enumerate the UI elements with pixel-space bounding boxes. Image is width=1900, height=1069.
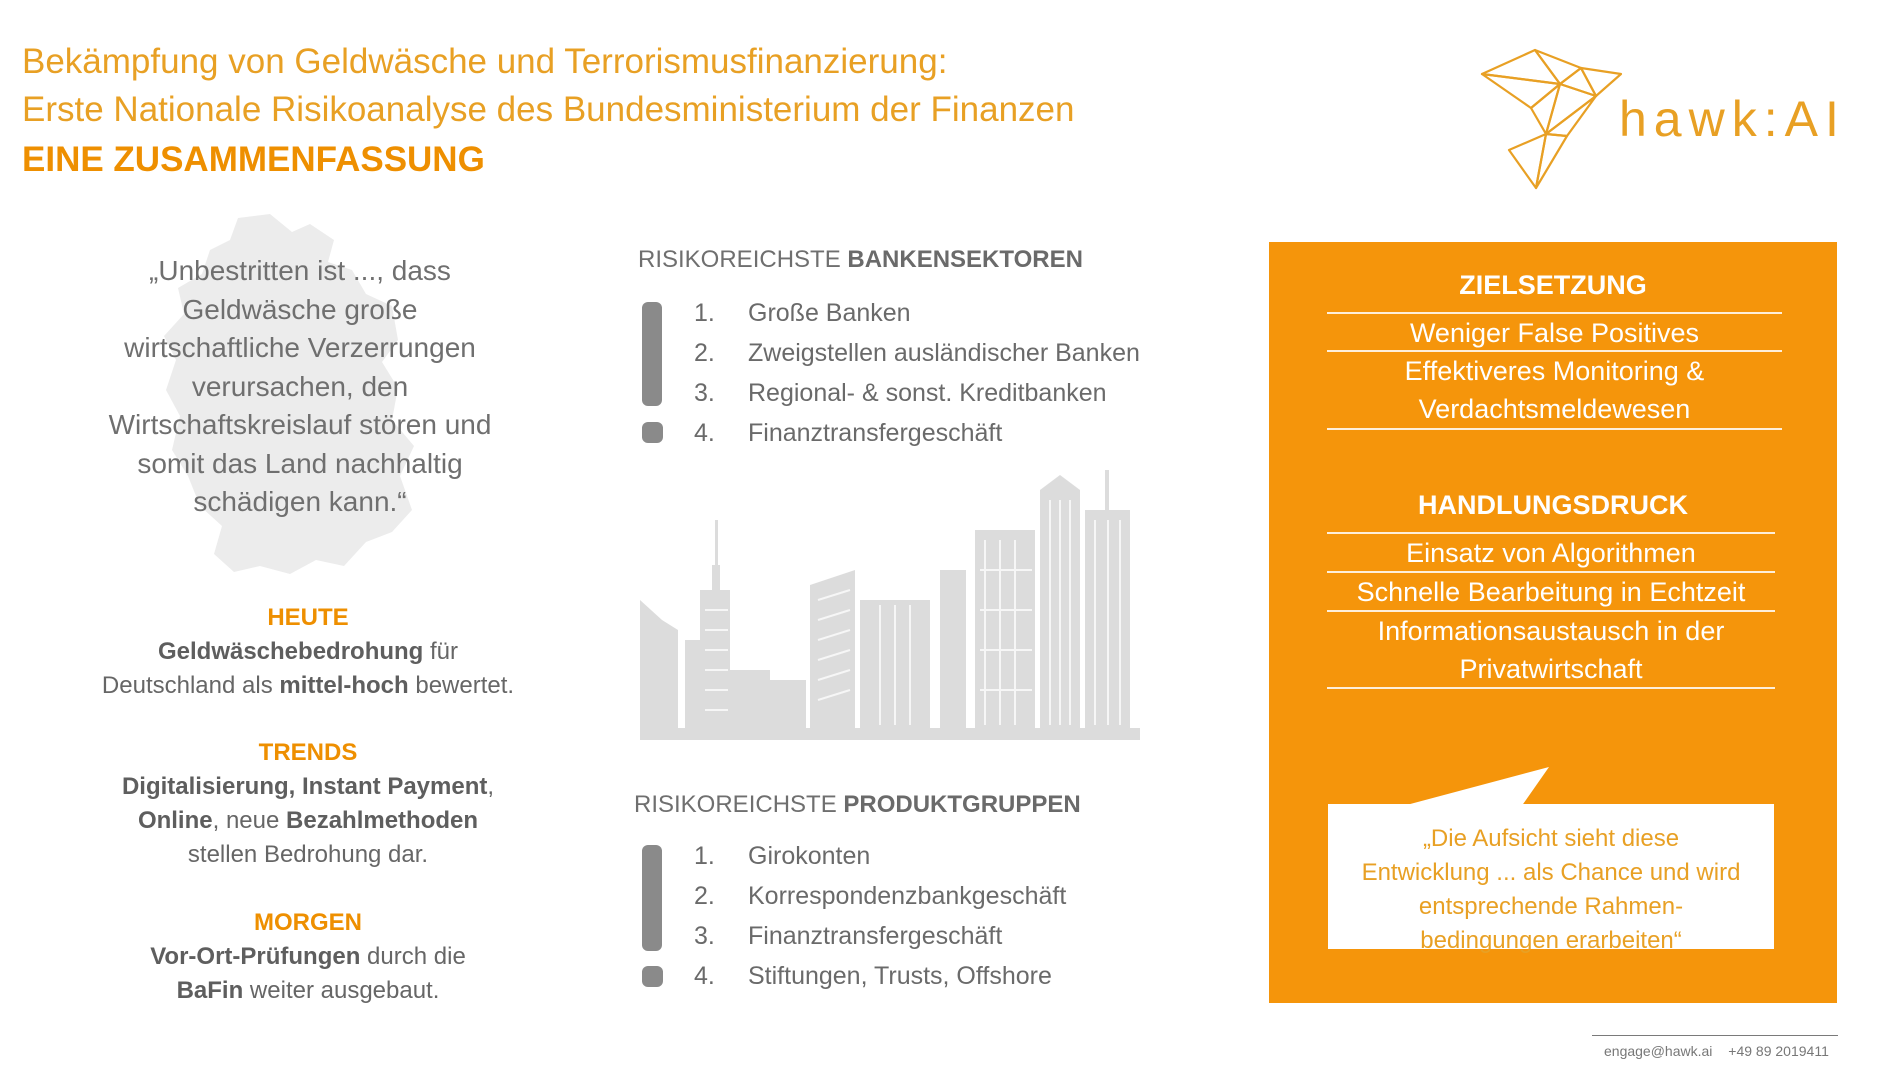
- banks-list-title: [638, 246, 1083, 274]
- goals-panel: [1269, 242, 1837, 1003]
- exclamation-dot-icon: [642, 422, 663, 443]
- heute-heading: HEUTE: [267, 604, 349, 631]
- logo-text: hawk:AI: [1619, 91, 1846, 147]
- footer-phone: +49 89 2019411: [1728, 1043, 1829, 1059]
- callout-line: „Die Aufsicht sieht diese: [1422, 825, 1680, 852]
- zielsetzung-row-2a: Effektiveres Monitoring &: [1404, 356, 1705, 386]
- divider: [1327, 428, 1782, 430]
- item-number: 1.: [694, 842, 715, 870]
- hawk-bird-icon: [1478, 44, 1628, 194]
- trends-line-2: [78, 804, 538, 838]
- morgen-section: [78, 906, 538, 1008]
- heute-text-2: Deutschland als: [101, 672, 280, 699]
- trends-line-3: stellen Bedrohung dar.: [187, 841, 429, 868]
- heute-line-1: [78, 635, 538, 669]
- trends-section: [78, 736, 538, 872]
- zielsetzung-heading: ZIELSETZUNG: [1459, 270, 1647, 300]
- heute-bold-2: mittel-hoch: [279, 672, 409, 699]
- item-label: Zweigstellen ausländischer Banken: [748, 339, 1140, 367]
- morgen-bold-2: BaFin: [176, 977, 244, 1004]
- morgen-line-2: [78, 974, 538, 1008]
- item-label: Große Banken: [748, 299, 911, 327]
- footer-email[interactable]: engage@hawk.ai: [1604, 1043, 1713, 1059]
- exclamation-bar-icon: [642, 302, 662, 406]
- callout-line: entsprechende Rahmen-: [1418, 893, 1684, 920]
- title-line-2: Erste Nationale Risikoanalyse des Bundesministerium der Finanzen: [22, 90, 1075, 129]
- item-number: 2.: [694, 882, 715, 910]
- quote-line: wirtschaftliche Verzerrungen: [124, 332, 476, 363]
- title-line-3: EINE ZUSAMMENFASSUNG: [22, 140, 485, 179]
- item-number: 2.: [694, 339, 715, 367]
- list-item: [694, 293, 1140, 333]
- list-item: [694, 333, 1140, 373]
- callout-line: bedingungen erarbeiten“: [1420, 927, 1682, 954]
- morgen-heading: MORGEN: [254, 909, 362, 936]
- banks-list: [694, 293, 1140, 453]
- item-label: Girokonten: [748, 842, 871, 870]
- exclamation-dot-icon: [642, 966, 663, 987]
- title-line-1: Bekämpfung von Geldwäsche und Terrorismusfinanzierung:: [22, 42, 948, 81]
- quote-line: „Unbestritten ist ..., dass: [149, 255, 451, 286]
- quote-line: verursachen, den: [191, 370, 409, 402]
- list-item: [694, 373, 1140, 413]
- item-number: 4.: [694, 419, 715, 447]
- item-label: Korrespondenzbankgeschäft: [748, 882, 1067, 910]
- exclamation-bar-icon: [642, 845, 662, 951]
- banks-title-bold: BANKENSEKTOREN: [847, 246, 1083, 273]
- morgen-bold-1: Vor-Ort-Prüfungen: [150, 943, 361, 970]
- supervisor-quote: [1328, 822, 1774, 958]
- list-item: [694, 413, 1140, 453]
- list-item: [694, 916, 1066, 956]
- item-number: 3.: [694, 379, 715, 407]
- supervisor-quote-bubble: [1328, 804, 1774, 954]
- heute-text-3: bewertet.: [408, 672, 515, 699]
- list-item: [694, 956, 1066, 996]
- list-item: [694, 876, 1066, 916]
- item-number: 3.: [694, 922, 715, 950]
- zielsetzung-row-2b: Verdachtsmeldewesen: [1418, 394, 1691, 424]
- item-number: 1.: [694, 299, 715, 327]
- trends-line-1: [78, 770, 538, 804]
- heute-section: [78, 601, 538, 703]
- heute-bold-1: Geldwäschebedrohung: [157, 638, 424, 665]
- trends-sep-2: ,: [487, 773, 495, 800]
- quote-line: schädigen kann.“: [193, 486, 407, 517]
- products-list: [694, 836, 1066, 996]
- speech-bubble-tail: [1399, 767, 1549, 807]
- item-number: 4.: [694, 962, 715, 990]
- trends-sep-1: ,: [288, 773, 302, 800]
- handlungsdruck-heading: HANDLUNGSDRUCK: [1418, 490, 1688, 520]
- callout-line: Entwicklung ... als Chance und wird: [1361, 859, 1741, 886]
- products-title-bold: PRODUKTGRUPPEN: [843, 791, 1081, 818]
- handlungsdruck-row-3b: Privatwirtschaft: [1459, 654, 1643, 684]
- trends-bold-1: Digitalisierung: [121, 773, 289, 800]
- trends-bold-4: Bezahlmethoden: [286, 807, 479, 834]
- quote-line: Wirtschaftskreislauf stören und: [108, 409, 492, 440]
- banks-title-prefix: RISIKOREICHSTE: [638, 246, 848, 273]
- hawk-ai-logo: [1478, 44, 1848, 194]
- footer-divider: [1592, 1035, 1838, 1036]
- item-label: Stiftungen, Trusts, Offshore: [748, 962, 1052, 990]
- morgen-text-2: weiter ausgebaut.: [243, 977, 440, 1004]
- item-label: Regional- & sonst. Kreditbanken: [748, 379, 1107, 407]
- trends-heading: TRENDS: [258, 739, 358, 766]
- divider: [1327, 687, 1775, 689]
- morgen-line-1: [78, 940, 538, 974]
- list-item: [694, 836, 1066, 876]
- footer-contact: [1604, 1043, 1841, 1059]
- handlungsdruck-row-2: Schnelle Bearbeitung in Echtzeit: [1356, 577, 1746, 607]
- heute-text-1: für: [423, 638, 459, 665]
- handlungsdruck-row-1: Einsatz von Algorithmen: [1406, 538, 1696, 568]
- trends-bold-2: Instant Payment: [301, 773, 488, 800]
- quote-line: somit das Land nachhaltig: [137, 447, 463, 479]
- handlungsdruck-row-3a: Informationsaustausch in der: [1377, 616, 1725, 646]
- products-title-prefix: RISIKOREICHSTE: [634, 791, 844, 818]
- heute-line-2: [78, 669, 538, 703]
- products-list-title: [634, 791, 1081, 819]
- morgen-text-1: durch die: [360, 943, 466, 970]
- quote-line: Geldwäsche große: [182, 293, 418, 325]
- government-quote: [80, 252, 520, 522]
- trends-bold-3: Online: [137, 807, 213, 834]
- city-skyline-illustration: [640, 470, 1140, 740]
- item-label: Finanztransfergeschäft: [748, 922, 1003, 950]
- header: [22, 38, 1074, 186]
- zielsetzung-row-1: Weniger False Positives: [1409, 318, 1700, 348]
- item-label: Finanztransfergeschäft: [748, 419, 1003, 447]
- trends-text-1: , neue: [212, 807, 287, 834]
